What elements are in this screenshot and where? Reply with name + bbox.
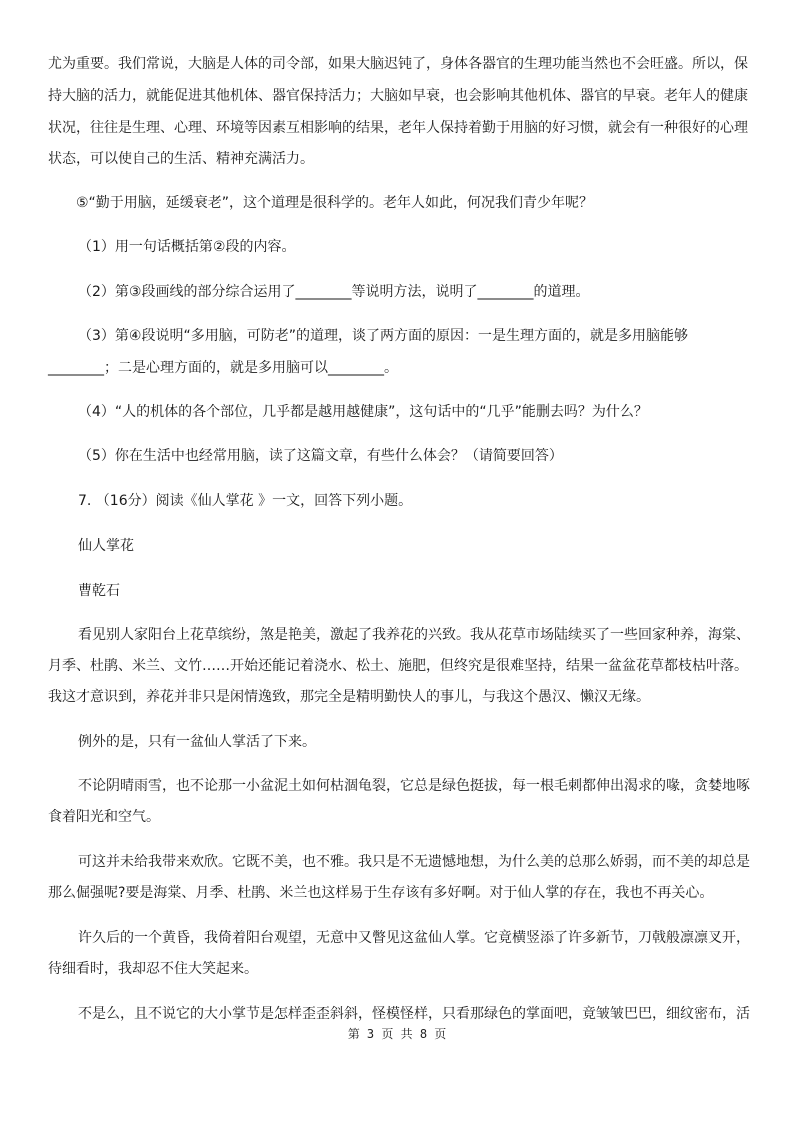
paragraph-line: 持大脑的活力，就能促进其他机体、器官保持活力；大脑如早衰，也会影响其他机体、器官的早衰。老年人的健康 (48, 88, 748, 104)
article-paragraph-line: 不是么，且不说它的大小掌节是怎样歪歪斜斜，怪模怪样，只看那绿色的掌面吧，竟皱皱巴巴，细纹密布，活 (78, 1006, 750, 1022)
article-paragraph-line: 食着阳光和空气。 (48, 809, 160, 825)
article-paragraph-line: 可这并未给我带来欢欣。它既不美，也不雅。我只是不无遗憾地想，为什么美的总那么娇弱，而不美的却总是 (78, 854, 750, 870)
question-3-line-1: （3）第④段说明“多用脑，可防老”的道理，谈了两方面的原因：一是生理方面的，就是多用脑能够 (78, 328, 688, 344)
paragraph-line: 尤为重要。我们常说，大脑是人体的司令部，如果大脑迟钝了，身体各器官的生理功能当然也不会旺盛。所以，保 (48, 56, 748, 72)
article-paragraph-line: 不论阴晴雨雪，也不论那一小盆泥土如何枯涸龟裂，它总是绿色挺拔，每一根毛刺都伸出渴求的喙，贪婪地啄 (78, 778, 750, 794)
paragraph-line: 状况，往往是生理、心理、环境等因素互相影响的结果，老年人保持着勤于用脑的好习惯，就会有一种很好的心理 (48, 120, 748, 136)
page-footer: 第 3 页 共 8 页 (347, 1027, 447, 1041)
article-paragraph-line: 待细看时，我却忍不住大笑起来。 (48, 961, 258, 977)
article-paragraph-line: 那么倔强呢?要是海棠、月季、杜鹃、米兰也这样易于生存该有多好啊。对于仙人掌的存在，我也不再关心。 (48, 885, 714, 901)
article-paragraph-line: 月季、杜鹃、米兰、文竹……开始还能记着浇水、松土、施肥，但终究是很难坚持，结果一盆盆花草都枝枯叶落。 (48, 658, 748, 674)
article-paragraph-line: 许久后的一个黄昏，我倚着阳台观望，无意中又瞥见这盆仙人掌。它竟横竖添了许多新节，刀戟般凛凛叉开， (78, 930, 750, 946)
article-paragraph-line: 看见别人家阳台上花草缤纷，煞是艳美，激起了我养花的兴致。我从花草市场陆续买了一些回家种养，海棠、 (78, 627, 750, 643)
article-paragraph-line: 例外的是，只有一盆仙人掌活了下来。 (78, 734, 316, 750)
article-title: 仙人掌花 (78, 538, 134, 554)
question-2: （2）第③段画线的部分综合运用了________等说明方法，说明了________的道理。 (78, 284, 590, 300)
question-5: （5）你在生活中也经常用脑，读了这篇文章，有些什么体会？（请简要回答） (78, 448, 563, 464)
question-4: （4）“人的机体的各个部位，几乎都是越用越健康”，这句话中的“几乎”能删去吗？为什么？ (78, 404, 648, 420)
section-7-prompt: 7. （16分）阅读《仙人掌花 》一文，回答下列小题。 (78, 493, 413, 509)
paragraph-line: 状态，可以使自己的生活、精神充满活力。 (48, 151, 314, 167)
article-author: 曹乾石 (78, 583, 120, 599)
question-1: （1）用一句话概括第②段的内容。 (78, 239, 296, 255)
paragraph-5: ⑤“勤于用脑，延缓衰老”，这个道理是很科学的。老年人如此，何况我们青少年呢？ (76, 195, 594, 211)
article-paragraph-line: 我这才意识到，养花并非只是闲情逸致，那完全是精明勤快人的事儿，与我这个愚汉、懒汉无缘。 (48, 689, 650, 705)
question-3-line-2: ________；二是心理方面的，就是多用脑可以________。 (48, 360, 398, 376)
